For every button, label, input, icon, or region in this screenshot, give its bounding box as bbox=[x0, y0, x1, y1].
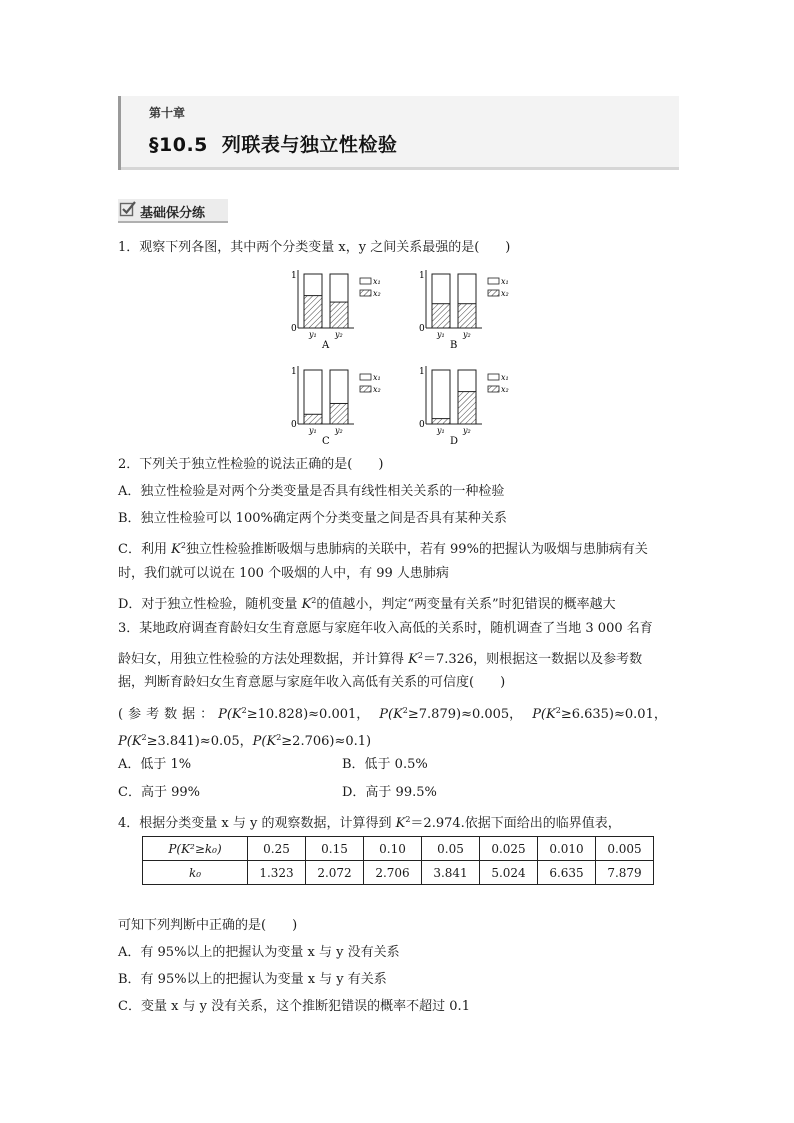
q2-c-sq: 2 bbox=[180, 541, 186, 550]
q2-option-b: B．独立性检验可以 100%确定两个分类变量之间是否具有某种关系 bbox=[118, 511, 507, 526]
table-head-p: P(K²≥k₀) bbox=[143, 837, 248, 861]
table-cell: 0.25 bbox=[248, 837, 306, 861]
q2-option-c-line2: 时，我们就可以说在 100 个吸烟的人中，有 99 人患肺病 bbox=[118, 566, 449, 581]
chapter-label: 第十章 bbox=[149, 106, 186, 120]
legend-label-x2: x₂ bbox=[501, 289, 509, 298]
q2-option-d bbox=[118, 592, 616, 614]
q3-ref-p4: P(K bbox=[118, 734, 142, 749]
legend-label-x2: x₂ bbox=[373, 385, 381, 394]
q3-ref-p2: P(K bbox=[379, 707, 403, 722]
table-row-p bbox=[143, 837, 654, 861]
q2-c-k: K bbox=[171, 542, 181, 557]
axis-zero-label: 0 bbox=[291, 324, 297, 334]
q2-d-k: K bbox=[301, 597, 312, 612]
q4-option-b: B．有 95%以上的把握认为变量 x 与 y 有关系 bbox=[118, 972, 387, 987]
q2-d-text-a: D．对于独立性检验，随机变量 bbox=[118, 597, 302, 612]
q3-ref-p4-sq: 2 bbox=[141, 733, 147, 742]
legend-label-x2: x₂ bbox=[373, 289, 381, 298]
table-cell: 0.05 bbox=[422, 837, 480, 861]
practice-label: 基础保分练 bbox=[140, 206, 206, 221]
q3-option-c: C．高于 99% bbox=[118, 785, 200, 800]
q2-stem: 2．下列关于独立性检验的说法正确的是( ) bbox=[118, 457, 384, 472]
q3-ref-p5-end: ≥2.706)≈0.1) bbox=[281, 734, 372, 749]
q3-ref-p5-sq: 2 bbox=[276, 733, 282, 742]
chapter-header bbox=[118, 96, 679, 170]
legend-swatch-x1 bbox=[488, 278, 499, 284]
q2-option-a: A．独立性检验是对两个分类变量是否具有线性相关关系的一种检验 bbox=[118, 484, 505, 499]
bar-y₁-x2 bbox=[304, 296, 322, 328]
table-cell: 2.072 bbox=[306, 861, 364, 885]
section-title bbox=[149, 130, 397, 157]
q3-ref-v2: ≈0.005， bbox=[461, 707, 523, 722]
checkbox-icon bbox=[119, 200, 137, 218]
q3-ref-p3: P(K bbox=[532, 707, 556, 722]
q3-l2-b: ＝7.326，则根据这一数据以及参考数 bbox=[422, 652, 643, 667]
table-row-k bbox=[143, 861, 654, 885]
bar-label: y₁ bbox=[309, 330, 317, 339]
bar-y₂-x2 bbox=[330, 302, 348, 328]
bar-label: y₁ bbox=[309, 426, 317, 435]
axis-top-label: 1 bbox=[419, 271, 425, 281]
bar-y₁-x2 bbox=[304, 414, 322, 424]
table-cell: 0.10 bbox=[364, 837, 422, 861]
legend-swatch-x1 bbox=[488, 374, 499, 380]
q2-option-c-line1 bbox=[118, 537, 648, 559]
q3-ref-p5: P(K bbox=[252, 734, 277, 749]
legend-swatch-x1 bbox=[360, 374, 371, 380]
axis-top-label: 1 bbox=[291, 367, 297, 377]
critical-value-table bbox=[142, 836, 654, 885]
chart-panel-C bbox=[291, 366, 381, 447]
table-cell: 7.879 bbox=[596, 861, 654, 885]
chart-panel-B bbox=[419, 270, 509, 351]
q2-c-text-b: 独立性检验推断吸烟与患肺病的关联中，若有 99%的把握认为吸烟与患肺病有关 bbox=[185, 542, 648, 557]
bar-y₂-x2 bbox=[458, 304, 476, 328]
axis-top-label: 1 bbox=[291, 271, 297, 281]
legend-label-x1: x₁ bbox=[501, 373, 509, 382]
chart-panel-A bbox=[291, 270, 381, 351]
q3-ref-p3-sq: 2 bbox=[555, 706, 561, 715]
bar-y₂-x2 bbox=[458, 392, 476, 424]
q3-ref-p1: P(K bbox=[218, 707, 242, 722]
q4-stem-sq: 2 bbox=[405, 815, 411, 824]
bar-label: y₁ bbox=[437, 330, 445, 339]
q3-ref-label: (参考数据： bbox=[118, 707, 219, 722]
legend-label-x1: x₁ bbox=[373, 373, 381, 382]
q3-ref-p2-end: ≥7.879) bbox=[407, 707, 462, 722]
bar-label: y₁ bbox=[437, 426, 445, 435]
panel-label: D bbox=[450, 436, 459, 447]
q3-l2-a: 龄妇女，用独立性检验的方法处理数据，并计算得 bbox=[118, 652, 409, 667]
axis-top-label: 1 bbox=[419, 367, 425, 377]
panel-label: A bbox=[322, 340, 330, 351]
q3-ref-p3-end: ≥6.635) bbox=[560, 707, 614, 722]
q3-ref-v1: ≈0.001， bbox=[308, 707, 370, 722]
axis-zero-label: 0 bbox=[419, 324, 425, 334]
bar-y₂-x2 bbox=[330, 403, 348, 424]
q4-stem-a: 4．根据分类变量 x 与 y 的观察数据，计算得到 bbox=[118, 816, 396, 831]
q3-line2 bbox=[118, 647, 642, 669]
q2-d-sq: 2 bbox=[311, 596, 317, 605]
table-cell: 0.005 bbox=[596, 837, 654, 861]
bar-label: y₂ bbox=[335, 330, 343, 339]
legend-swatch-x2 bbox=[488, 290, 499, 296]
q3-l2-k: K bbox=[408, 652, 418, 667]
axis-zero-label: 0 bbox=[291, 420, 297, 430]
legend-label-x1: x₁ bbox=[373, 277, 381, 286]
bar-label: y₂ bbox=[463, 426, 471, 435]
q2-d-text-b: 的值越小，判定“两变量有关系”时犯错误的概率越大 bbox=[316, 597, 616, 612]
q1-charts bbox=[280, 266, 520, 448]
chart-panel-D bbox=[419, 366, 509, 447]
q3-ref-v3: ≈0.01， bbox=[614, 707, 667, 722]
q4-stem bbox=[118, 811, 621, 833]
q3-ref-p4-end: ≥3.841)≈0.05， bbox=[146, 734, 253, 749]
q1-stem: 1．观察下列各图，其中两个分类变量 x，y 之间关系最强的是( ) bbox=[118, 240, 511, 255]
q4-after-text: 可知下列判断中正确的是( ) bbox=[118, 918, 298, 933]
legend-swatch-x2 bbox=[488, 386, 499, 392]
table-cell: 6.635 bbox=[538, 861, 596, 885]
q3-option-b: B．低于 0.5% bbox=[342, 757, 428, 772]
q3-option-d: D．高于 99.5% bbox=[342, 785, 437, 800]
panel-label: C bbox=[322, 436, 330, 447]
q3-l2-sq: 2 bbox=[417, 651, 423, 660]
header-shadow bbox=[121, 167, 679, 170]
legend-label-x1: x₁ bbox=[501, 277, 509, 286]
table-cell: 0.025 bbox=[480, 837, 538, 861]
bar-y₁-x2 bbox=[432, 304, 450, 328]
section-number: §10.5 bbox=[149, 134, 208, 156]
bar-y₁-x1 bbox=[432, 370, 450, 424]
table-cell: 1.323 bbox=[248, 861, 306, 885]
axis-zero-label: 0 bbox=[419, 420, 425, 430]
q4-option-c: C．变量 x 与 y 没有关系，这个推断犯错误的概率不超过 0.1 bbox=[118, 999, 470, 1014]
q4-option-a: A．有 95%以上的把握认为变量 x 与 y 没有关系 bbox=[118, 945, 400, 960]
bar-y₁-x2 bbox=[432, 419, 450, 424]
table-cell: 3.841 bbox=[422, 861, 480, 885]
q3-ref-p2-sq: 2 bbox=[402, 706, 408, 715]
practice-section-label bbox=[118, 199, 228, 223]
table-cell: 5.024 bbox=[480, 861, 538, 885]
section-name: 列联表与独立性检验 bbox=[221, 134, 398, 156]
bar-label: y₂ bbox=[335, 426, 343, 435]
q3-line3: 据，判断育龄妇女生育意愿与家庭年收入高低有关系的可信度( ) bbox=[118, 675, 506, 690]
q3-line1: 3．某地政府调查育龄妇女生育意愿与家庭年收入高低的关系时，随机调查了当地 3 000 名育 bbox=[118, 621, 653, 636]
q2-c-text-a: C．利用 bbox=[118, 542, 172, 557]
table-cell: 0.010 bbox=[538, 837, 596, 861]
q4-stem-k: K bbox=[395, 816, 406, 831]
q4-stem-b: ＝2.974.依据下面给出的临界值表， bbox=[410, 816, 621, 831]
panel-label: B bbox=[450, 340, 458, 351]
q3-ref-p1-sq: 2 bbox=[241, 706, 247, 715]
table-cell: 0.15 bbox=[306, 837, 364, 861]
legend-label-x2: x₂ bbox=[501, 385, 509, 394]
bar-label: y₂ bbox=[463, 330, 471, 339]
table-head-k: k₀ bbox=[143, 861, 248, 885]
legend-swatch-x1 bbox=[360, 278, 371, 284]
legend-swatch-x2 bbox=[360, 290, 371, 296]
q3-option-a: A．低于 1% bbox=[118, 757, 192, 772]
q3-reference-line1 bbox=[118, 702, 667, 724]
table-cell: 2.706 bbox=[364, 861, 422, 885]
legend-swatch-x2 bbox=[360, 386, 371, 392]
q3-ref-p1-end: ≥10.828) bbox=[246, 707, 309, 722]
q3-reference-line2 bbox=[118, 729, 371, 751]
